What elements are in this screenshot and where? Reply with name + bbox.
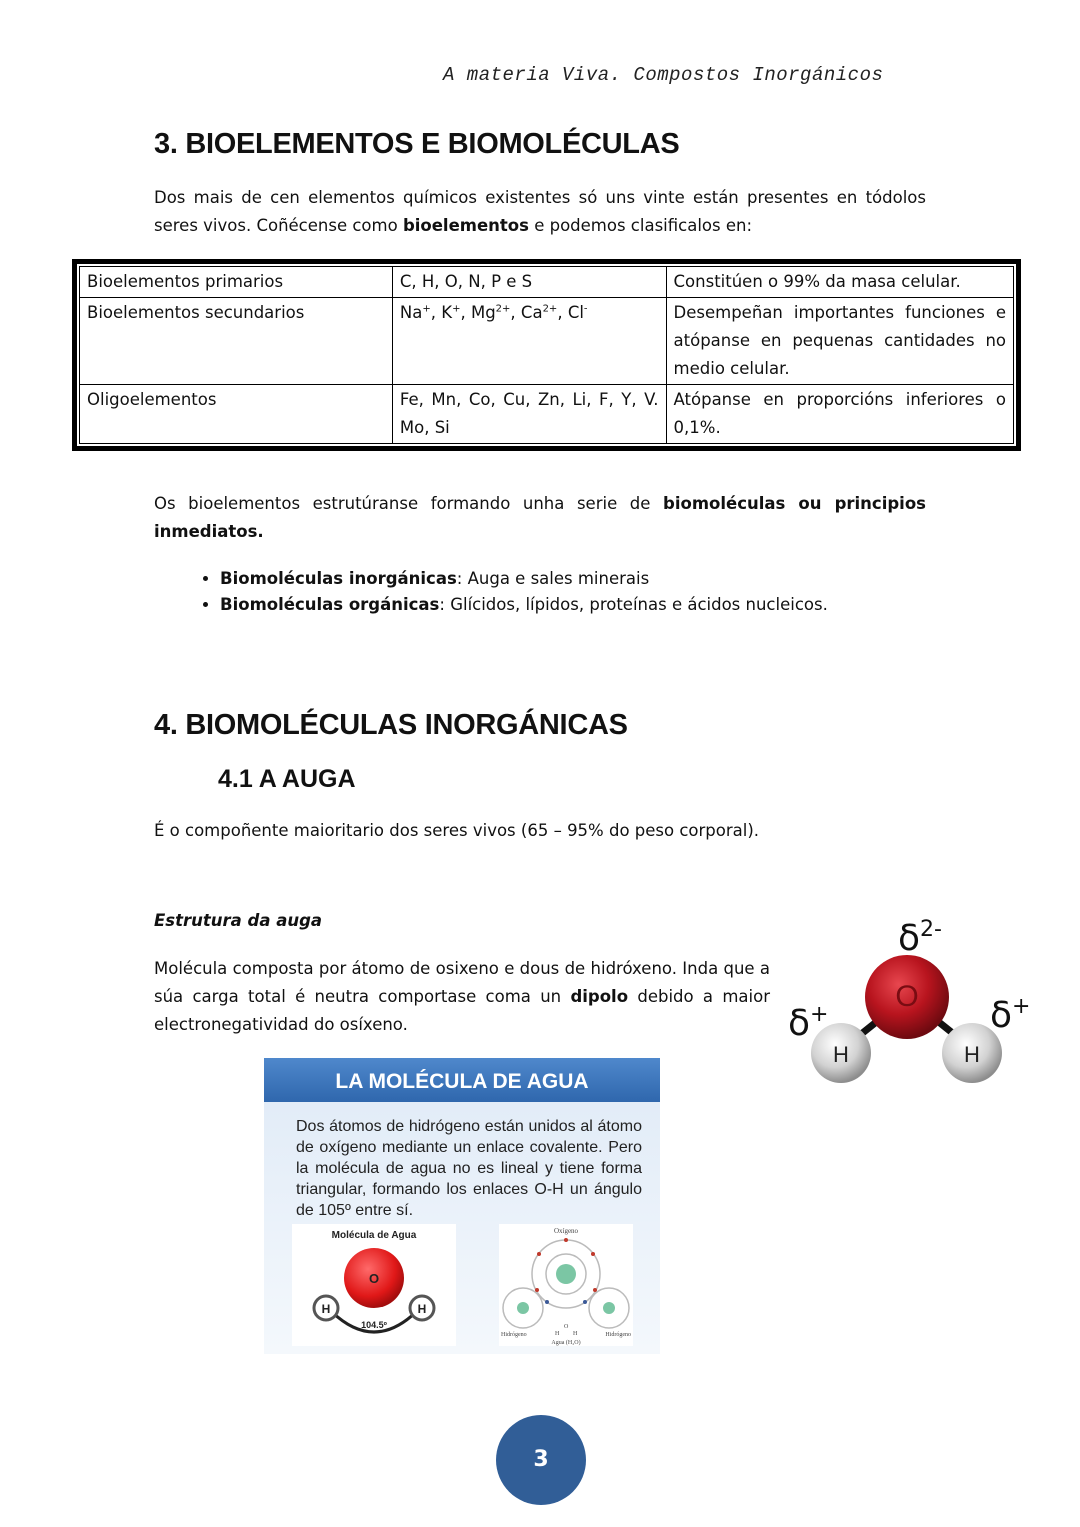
hydrogen-caption-left: Hidrógeno [501, 1332, 527, 1338]
bioelements-table [72, 259, 1021, 451]
table-cell: Bioelementos primarios [80, 267, 393, 298]
table-row [80, 385, 1014, 444]
table-cell: C, H, O, N, P e S [392, 267, 666, 298]
oxygen-nucleus [556, 1264, 576, 1284]
table-row [80, 267, 1014, 298]
hydrogen-nucleus-left [517, 1302, 529, 1314]
hydrogen-label-right: H [417, 1302, 427, 1316]
section-4-1-title: 4.1 A AUGA [218, 765, 356, 793]
running-header: A materia Viva. Compostos Inorgánicos [443, 64, 884, 86]
water-figure-title: LA MOLÉCULA DE AGUA [264, 1058, 660, 1102]
table-cell: Na+, K+, $Mg^{2+}$, $Ca^{2+}$, Cl- [392, 298, 666, 385]
delta-hydrogen-right-label: δ+ [990, 994, 1031, 1036]
table-cell: Bioelementos secundarios [80, 298, 393, 385]
water-molecule-figure [264, 1058, 660, 1354]
table-cell: Desempeñan importantes funciones e atópanse en pequenas cantidades no medio celular. [666, 298, 1013, 385]
electron [564, 1238, 568, 1242]
section-3-intro: Dos mais de cen elementos químicos existentes só uns vinte están presentes en tódolos seres vivos. Coñécense como bioelementos e podemos clasificalos en: [154, 188, 926, 235]
electron [537, 1252, 541, 1256]
biomolecules-paragraph: Os bioelementos estrutúranse formando unha serie de biomoléculas ou principios inmediatos. [154, 494, 926, 541]
section-4-title: 4. BIOMOLÉCULAS INORGÁNICAS [154, 709, 628, 741]
biomolecules-list [190, 566, 828, 618]
water-angle-diagram [292, 1224, 456, 1346]
h-label-left: H [555, 1331, 560, 1337]
hydrogen-caption-right: Hidrógeno [605, 1332, 631, 1338]
water-formula-caption: Agua (H₂O) [551, 1340, 581, 1346]
water-molecule-panel [292, 1224, 456, 1346]
list-item: • Biomoléculas inorgánicas: Auga e sales minerais [220, 566, 828, 592]
list-item: • Biomoléculas orgánicas: Glícidos, lípidos, proteínas e ácidos nucleicos. [220, 592, 828, 618]
section-3-title: 3. BIOELEMENTOS E BIOMOLÉCULAS [154, 128, 680, 160]
table-cell: Atópanse en proporcións inferiores o 0,1%. [666, 385, 1013, 444]
hydrogen-nucleus-right [603, 1302, 615, 1314]
delta-oxygen-label: $\delta^{2-}$ [898, 917, 942, 959]
water-intro: É o compoñente maioritario dos seres vivos (65 – 95% do peso corporal). [154, 821, 760, 840]
h-label-right: H [573, 1331, 578, 1337]
water-structure-paragraph: Molécula composta por átomo de osixeno e dous de hidróxeno. Inda que a súa carga total é neutra comportase coma un dipolo debido a maior electronegatividad do osíxeno. [154, 959, 770, 1034]
table-row [80, 298, 1014, 385]
water-dipole-diagram [780, 905, 1040, 1095]
page-number: 3 [496, 1415, 586, 1505]
oxygen-label: O [368, 1271, 380, 1286]
orbital-diagram [499, 1224, 633, 1346]
hydrogen-label-left: H [321, 1302, 331, 1316]
table-cell: Fe, Mn, Co, Cu, Zn, Li, F, Y, V. Mo, Si [392, 385, 666, 444]
o-label: O [564, 1324, 569, 1330]
table-cell: Oligoelementos [80, 385, 393, 444]
electron [591, 1252, 595, 1256]
electron [545, 1300, 549, 1304]
delta-hydrogen-left-label: δ+ [788, 1002, 829, 1044]
molecule-caption: Molécula de Agua [331, 1230, 417, 1241]
hydrogen-label-right: H [964, 1042, 980, 1067]
table-cell: Constitúen o 99% da masa celular. [666, 267, 1013, 298]
water-structure-subtitle: Estrutura da auga [154, 911, 323, 930]
electron [535, 1288, 539, 1292]
orbital-panel [499, 1224, 633, 1346]
electron [593, 1288, 597, 1292]
electron [583, 1300, 587, 1304]
oxygen-caption: Oxígeno [553, 1227, 579, 1235]
water-figure-text: Dos átomos de hidrógeno están unidos al átomo de oxígeno mediante un enlace covalente. Pero la molécula de agua no es lineal y tiene forma triangular, formando los enlaces O-H un ángulo de 105º entre sí. [296, 1118, 642, 1219]
hydrogen-label-left: H [833, 1042, 849, 1067]
oxygen-label: O [895, 980, 919, 1013]
angle-label: 104.5º [361, 1320, 387, 1330]
